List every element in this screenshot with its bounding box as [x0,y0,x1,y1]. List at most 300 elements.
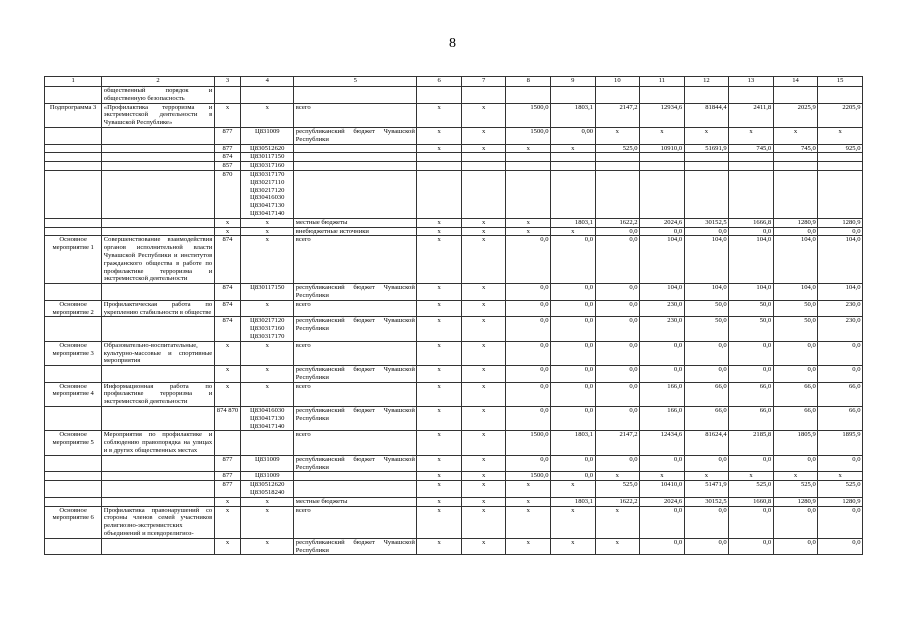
table-cell: Образовательно-воспитательные, культурно-массовые и спортивные мероприятия [103,341,213,365]
table-cell: 0,0 [773,455,818,472]
table-cell: х [417,127,462,144]
table-cell: 66,0 [729,407,774,431]
table-cell: 50,0 [773,317,818,341]
table-cell [45,227,102,236]
table-row [45,366,863,383]
table-cell: Ц830117150 [241,153,294,162]
table-cell: 874 [214,153,241,162]
table-cell [551,153,596,162]
table-cell: 0,0 [551,382,596,406]
table-cell: 66,0 [684,382,729,406]
table-cell: х [214,218,241,227]
table-cell: х [729,472,774,481]
table-cell: 0,0 [506,284,551,301]
table-cell: Совершенствование взаимодействия органов исполнительной власти Чувашской Республики и институтов гражданского общества в работе по профилактике терроризма и экстремистской деятельности [103,236,213,283]
column-header: 7 [461,77,506,87]
table-cell: 874 [214,317,241,341]
table-cell [684,170,729,218]
table-cell: 745,0 [773,144,818,153]
column-header: 14 [773,77,818,87]
table-cell: 745,0 [729,144,774,153]
table-cell [684,87,729,104]
table-cell: 0,0 [506,407,551,431]
table-cell: х [417,455,462,472]
table-cell: Ц831009 [241,455,294,472]
table-cell: Ц831009 [241,472,294,481]
table-cell: х [461,472,506,481]
table-cell: 166,0 [640,407,685,431]
table-cell: 0,0 [551,284,596,301]
table-cell [45,127,102,144]
table-cell: 0,0 [506,236,551,284]
table-cell: 874 870 [214,407,241,431]
table-cell: х [461,481,506,498]
table-cell: х [461,497,506,506]
table-cell [102,317,214,341]
table-cell: 30152,5 [684,497,729,506]
table-cell: х [241,103,294,127]
table-cell: х [461,236,506,284]
table-cell [818,162,863,171]
table-cell [417,153,462,162]
table-cell: х [241,538,294,555]
table-cell: 0,0 [818,227,863,236]
table-cell: 66,0 [729,382,774,406]
table-cell: х [241,366,294,383]
table-cell: Основное мероприятие 2 [45,300,102,317]
table-cell: х [417,472,462,481]
table-cell: 0,0 [595,236,640,284]
table-cell: 0,0 [818,538,863,555]
table-cell: местные бюджеты [294,497,417,506]
table-cell: х [214,366,241,383]
table-cell [729,162,774,171]
table-cell: 525,0 [773,481,818,498]
table-cell: всего [294,103,417,127]
table-cell: 0,0 [773,366,818,383]
table-cell: 877 [214,455,241,472]
table-cell [461,162,506,171]
table-cell [45,284,102,301]
table-cell: 1803,1 [551,218,596,227]
table-cell: 525,0 [595,144,640,153]
table-cell [45,153,102,162]
table-cell: 0,0 [551,366,596,383]
table-row [45,103,863,127]
table-cell: 2024,6 [640,497,685,506]
table-cell [506,153,551,162]
table-cell [551,162,596,171]
table-cell [818,153,863,162]
table-row [45,497,863,506]
table-cell: 0,00 [551,127,596,144]
table-row [45,144,863,153]
table-cell: х [461,218,506,227]
table-cell [214,87,241,104]
table-cell: 0,0 [640,538,685,555]
table-cell: Профилактика правонарушений со стороны членов семей участников религиозно-экстремистских объединений и псевдорелигиоз- [103,506,213,538]
table-cell: 0,0 [551,341,596,365]
table-cell [461,170,506,218]
table-cell: х [506,506,551,538]
table-cell [595,162,640,171]
table-cell: 104,0 [773,284,818,301]
table-cell [773,162,818,171]
table-cell: 66,0 [773,407,818,431]
table-cell: х [241,382,294,406]
table-cell: Основное мероприятие 3 [45,341,102,365]
table-cell: 2205,9 [818,103,863,127]
table-cell: 0,0 [684,341,729,365]
table-cell: 104,0 [640,284,685,301]
table-cell: 877 [214,472,241,481]
table-cell: 525,0 [818,481,863,498]
table-cell: х [461,317,506,341]
table-cell: всего [294,506,417,538]
table-cell: х [595,127,640,144]
table-cell [45,170,102,218]
table-cell: 0,0 [729,455,774,472]
table-cell: х [417,407,462,431]
table-cell: х [461,284,506,301]
column-header: 13 [729,77,774,87]
table-cell: 81624,4 [684,431,729,455]
table-cell [417,87,462,104]
table-cell [102,481,214,498]
column-header: 2 [102,77,214,87]
table-cell [102,472,214,481]
table-cell [45,162,102,171]
table-cell: х [461,144,506,153]
table-row [45,87,863,104]
table-cell: 0,0 [595,455,640,472]
table-row [45,284,863,301]
table-cell: х [214,341,241,365]
table-cell [294,170,417,218]
table-cell [102,170,214,218]
column-header: 9 [551,77,596,87]
table-cell: х [595,472,640,481]
table-cell: 51471,9 [684,481,729,498]
table-cell: 0,0 [595,407,640,431]
column-header: 10 [595,77,640,87]
table-cell: х [506,218,551,227]
table-cell [684,162,729,171]
table-cell: 66,0 [773,382,818,406]
table-cell: 50,0 [729,300,774,317]
table-cell: 0,0 [595,284,640,301]
table-cell: х [417,366,462,383]
table-cell: 1895,9 [818,431,863,455]
table-cell [102,366,214,383]
table-cell: 104,0 [684,284,729,301]
table-header-row [45,77,863,87]
table-cell: 12434,6 [640,431,685,455]
table-cell: 874 [214,300,241,317]
table-cell: 0,0 [595,227,640,236]
table-cell: всего [294,300,417,317]
table-cell: 877 [214,144,241,153]
table-cell [818,87,863,104]
table-cell [45,87,102,104]
table-cell: 2147,2 [595,103,640,127]
table-cell [294,481,417,498]
table-row [45,127,863,144]
table-cell: х [241,497,294,506]
table-row [45,170,863,218]
table-cell: х [640,127,685,144]
table-cell: 1280,9 [818,218,863,227]
table-cell [214,431,241,455]
table-cell: республиканский бюджет Чувашской Республики [294,407,417,431]
table-cell: 870 [214,170,241,218]
table-cell: 230,0 [640,300,685,317]
table-cell: х [551,144,596,153]
column-header: 1 [45,77,102,87]
table-cell: республиканский бюджет Чувашской Республики [295,127,415,143]
table-cell: 0,0 [640,341,685,365]
table-cell: 66,0 [818,382,863,406]
table-cell: 51691,9 [684,144,729,153]
table-cell [294,162,417,171]
table-cell [45,144,102,153]
table-cell: 0,0 [684,506,729,538]
table-cell: 0,0 [551,236,596,284]
table-cell [506,162,551,171]
table-cell: 0,0 [773,341,818,365]
table-cell: 1500,0 [506,431,551,455]
table-cell: х [241,506,294,538]
budget-table [44,76,863,555]
table-cell: внебюджетные источники [294,227,417,236]
table-cell [461,153,506,162]
table-cell: 525,0 [729,481,774,498]
table-cell: 2025,9 [773,103,818,127]
table-cell: Информационная работа по профилактике терроризма и экстремистской деятельности [103,382,213,406]
column-header: 15 [818,77,863,87]
table-cell: х [506,538,551,555]
table-cell [102,218,214,227]
table-cell: 104,0 [818,284,863,301]
table-cell: 874 [214,284,241,301]
table-cell: х [551,506,596,538]
table-cell: 166,0 [640,382,685,406]
table-cell: 1666,8 [729,218,774,227]
table-cell [102,455,214,472]
table-cell: 1803,1 [551,431,596,455]
table-cell: х [461,431,506,455]
column-header: 11 [640,77,685,87]
table-cell: 0,0 [551,407,596,431]
table-cell: республиканский бюджет Чувашской Республики [295,455,415,471]
column-header: 4 [241,77,294,87]
table-cell: х [214,382,241,406]
table-cell: Ц830117150 [241,284,294,301]
table-cell [45,317,102,341]
table-cell: х [461,341,506,365]
table-cell [461,87,506,104]
table-cell: х [818,472,863,481]
table-row [45,481,863,498]
table-cell: Подпрограмма 3 [45,103,102,127]
table-cell: Основное мероприятие 1 [45,236,102,284]
table-cell: 104,0 [773,236,818,284]
table-cell: Ц830317160 [241,162,294,171]
table-cell: 0,0 [506,366,551,383]
table-cell [417,170,462,218]
table-cell: 50,0 [684,317,729,341]
table-cell: 104,0 [729,236,774,284]
table-cell: х [551,481,596,498]
table-cell: 1500,0 [506,472,551,481]
table-row [45,317,863,341]
table-cell: 857 [214,162,241,171]
table-cell [241,431,294,455]
table-cell: 0,0 [684,227,729,236]
table-cell: х [241,300,294,317]
table-cell: 104,0 [729,284,774,301]
table-cell [294,144,417,153]
table-cell: Профилактическая работа по укреплению стабильности в обществе [103,300,213,316]
table-cell: 0,0 [551,472,596,481]
table-cell: х [773,127,818,144]
table-cell [294,87,417,104]
table-row [45,162,863,171]
table-cell: 0,0 [773,227,818,236]
table-cell: 2024,6 [640,218,685,227]
table-cell: х [506,497,551,506]
table-cell: Ц830512620 Ц830518240 [241,481,294,498]
table-cell: х [461,407,506,431]
table-cell: 0,0 [684,366,729,383]
table-row [45,455,863,472]
table-row [45,341,863,365]
table-cell [102,407,214,431]
table-cell [45,366,102,383]
table-cell: 1500,0 [506,103,551,127]
table-cell: х [461,227,506,236]
table-cell: х [417,382,462,406]
table-cell [640,153,685,162]
table-cell: 0,0 [729,341,774,365]
table-cell: 10910,0 [640,144,685,153]
table-cell [102,127,214,144]
table-cell: всего [294,382,417,406]
table-cell [595,87,640,104]
table-cell [294,472,417,481]
table-cell: х [461,103,506,127]
table-cell: 0,0 [818,366,863,383]
table-cell [45,407,102,431]
table-cell: Ц831009 [241,127,294,144]
table-cell: 877 [214,481,241,498]
table-cell: х [640,472,685,481]
table-cell: 0,0 [818,506,863,538]
table-cell: 230,0 [818,317,863,341]
table-cell: 0,0 [818,455,863,472]
table-row [45,382,863,406]
table-cell: х [214,506,241,538]
table-cell: 0,0 [506,455,551,472]
table-cell: всего [294,341,417,365]
table-cell: х [214,103,241,127]
table-cell: 0,0 [595,341,640,365]
table-cell [45,497,102,506]
table-cell: х [684,472,729,481]
table-cell: 0,0 [506,382,551,406]
table-cell: 0,0 [595,382,640,406]
table-cell: 1500,0 [506,127,551,144]
table-cell: 0,0 [729,227,774,236]
table-cell: х [214,538,241,555]
table-cell: х [417,300,462,317]
table-cell: х [417,144,462,153]
table-cell [773,87,818,104]
table-cell: «Профилактика терроризма и экстремистской деятельности в Чувашской Республике» [103,103,213,127]
table-cell [729,170,774,218]
table-cell [45,455,102,472]
table-cell: х [729,127,774,144]
table-cell: х [417,538,462,555]
table-cell: х [417,497,462,506]
table-cell: х [506,481,551,498]
table-row [45,227,863,236]
table-cell: 1803,1 [551,103,596,127]
table-cell: х [214,227,241,236]
table-cell: 0,0 [595,300,640,317]
column-header: 8 [506,77,551,87]
table-cell: общественный порядок и общественную безопасность [103,87,213,102]
table-cell: 230,0 [640,317,685,341]
table-row [45,407,863,431]
table-cell [640,162,685,171]
table-cell: х [417,431,462,455]
table-cell: х [241,341,294,365]
table-cell: 1280,9 [818,497,863,506]
table-cell [102,497,214,506]
table-cell: Мероприятия по профилактике и соблюдению правопорядка на улицах и в других общественных местах [103,431,213,455]
table-cell [102,162,214,171]
table-cell: 0,0 [684,538,729,555]
table-cell: 0,0 [818,341,863,365]
table-cell [595,170,640,218]
table-cell: х [461,366,506,383]
table-row [45,472,863,481]
table-cell: Основное мероприятие 6 [45,506,102,538]
table-cell: 1803,1 [551,497,596,506]
table-cell [506,87,551,104]
column-header: 12 [684,77,729,87]
table-cell: республиканский бюджет Чувашской Республики [294,317,417,341]
table-cell: республиканский бюджет Чувашской Республики [295,366,415,381]
table-cell [417,162,462,171]
column-header: 6 [417,77,462,87]
column-header: 5 [294,77,417,87]
table-cell: 30152,5 [684,218,729,227]
table-cell: х [595,538,640,555]
table-cell: 104,0 [818,236,863,284]
table-cell: Основное мероприятие 4 [45,382,102,406]
table-cell: 0,0 [640,366,685,383]
table-cell: 877 [214,127,241,144]
table-cell [506,170,551,218]
table-cell [102,227,214,236]
table-cell: х [417,317,462,341]
table-cell: 12934,6 [640,103,685,127]
table-cell: 50,0 [729,317,774,341]
table-cell: х [506,144,551,153]
table-cell: 2185,8 [729,431,774,455]
